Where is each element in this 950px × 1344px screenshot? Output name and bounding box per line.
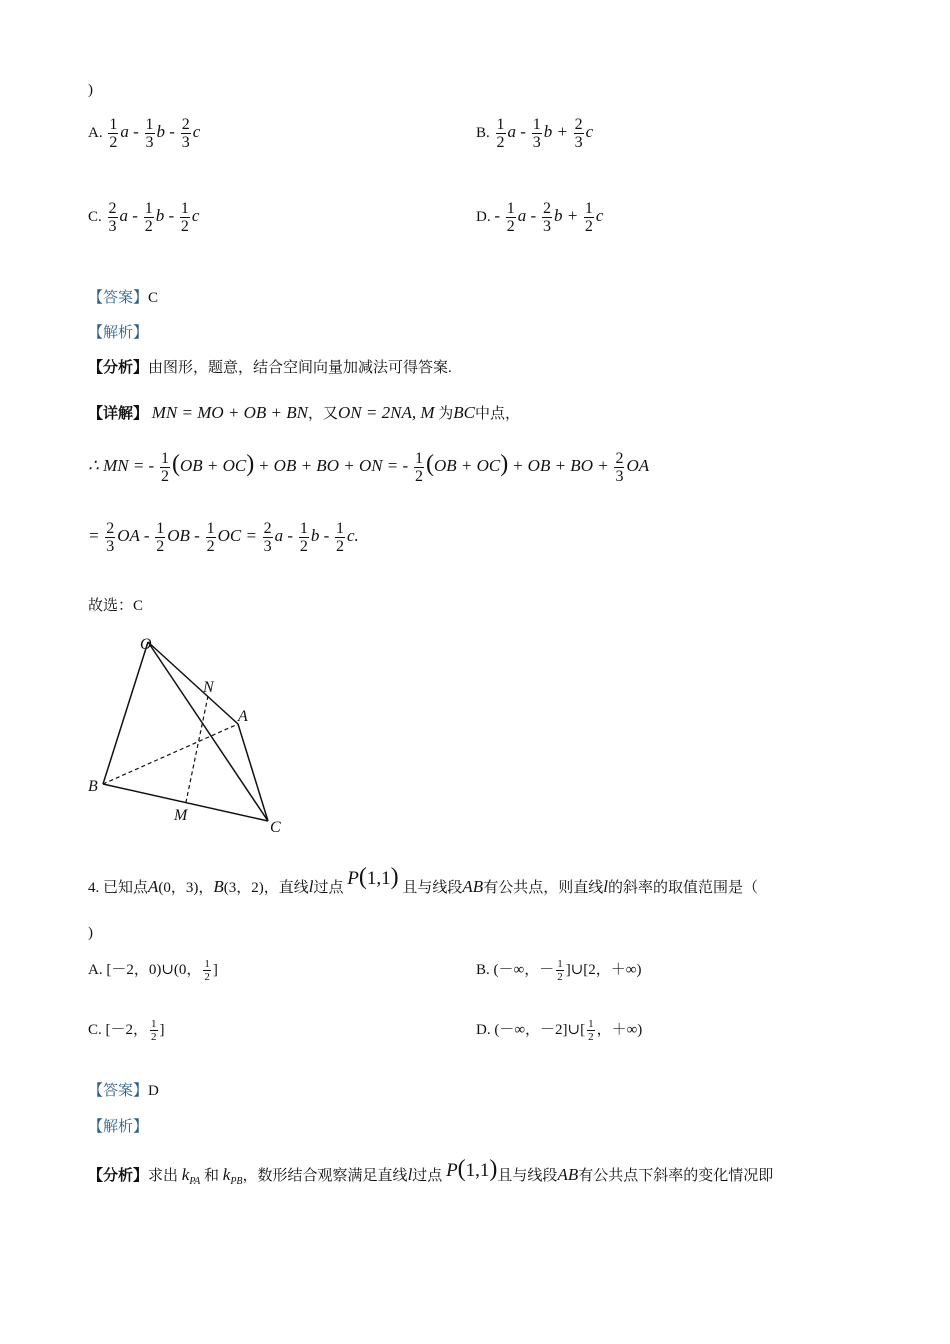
option-label: C.	[88, 208, 102, 225]
q4-option-d[interactable]: D. (－∞，－2]∪[ $\frac{1}{2}$ ，＋∞)	[476, 1018, 643, 1044]
option-label: B.	[476, 124, 490, 141]
option-label: D.	[476, 208, 491, 225]
q4-stem-close-paren: )	[88, 925, 93, 941]
edge-ab-hidden	[103, 724, 238, 784]
q3-xiangjie-line2: ∴ MN = - $\frac{1}{2}$ (OB + OC) + OB + BO + ON = - $\frac{1}{2}$ (OB + OC) + OB + BO + $\frac{2}{3}$ OA	[88, 450, 650, 485]
q4-option-a[interactable]: A. [－2，0)∪(0， $\frac{1}{2}$ ]	[88, 958, 218, 984]
segment-mn-hidden	[186, 696, 208, 802]
q3-option-c[interactable]: C. $\frac{2}{3}$ a - $\frac{1}{2}$ b - $\frac{1}{2}$ c	[88, 200, 200, 235]
q3-option-a[interactable]: A. $\frac{1}{2}$ a - $\frac{1}{3}$ b - $\frac{2}{3}$ c	[88, 116, 201, 151]
label-c: C	[270, 819, 281, 836]
edge-ob	[103, 642, 148, 784]
fenxi-tag: 【分析】	[88, 360, 149, 376]
label-n: N	[203, 679, 214, 696]
label-a: A	[238, 708, 248, 725]
answer-value: C	[148, 290, 159, 306]
label-b: B	[88, 778, 98, 795]
tetrahedron-figure	[80, 628, 300, 843]
q4-answer	[88, 1079, 159, 1100]
q3-fenxi: 【分析】由图形，题意，结合空间向量加减法可得答案.	[88, 360, 452, 376]
q4-option-c[interactable]: C. [－2， $\frac{1}{2}$ ]	[88, 1018, 165, 1044]
label-m: M	[174, 807, 188, 824]
q4-stem: 4. 已知点A(0，3)，B(3，2)，直线l过点 P(1,1) 且与线段AB有公共点，则直线l的斜率的取值范围是（	[88, 864, 758, 896]
label-o: O	[140, 636, 152, 653]
edge-ac	[238, 724, 268, 821]
answer-value: D	[148, 1083, 159, 1099]
q3-answer	[88, 286, 158, 307]
q3-stem-close-paren: )	[88, 82, 93, 98]
option-label: A.	[88, 124, 103, 141]
xiangjie-tag: 【详解】	[88, 406, 149, 422]
q3-xiangjie-line3: = $\frac{2}{3}$ OA - $\frac{1}{2}$ OB - $\frac{1}{2}$ OC = $\frac{2}{3}$ a - $\frac{1}{2}$ b - $\frac{1}{2}$ c.	[88, 520, 359, 555]
edge-oc	[148, 642, 268, 821]
q3-option-b[interactable]: B. $\frac{1}{2}$ a - $\frac{1}{3}$ b + $\frac{2}{3}$ c	[476, 116, 594, 151]
q3-guxuan: 故选：C	[88, 598, 144, 614]
q3-xiangjie-line1: 【详解】 MN = MO + OB + BN，又ON = 2NA, M 为BC中点，	[88, 403, 521, 422]
q4-analysis-tag: 【解析】	[88, 1119, 149, 1135]
q3-option-d[interactable]: D. - $\frac{1}{2}$ a - $\frac{2}{3}$ b + $\frac{1}{2}$ c	[476, 200, 604, 235]
answer-tag: 【答案】	[88, 290, 149, 306]
edge-oa	[148, 642, 238, 724]
q4-option-b[interactable]: B. (－∞，－ $\frac{1}{2}$ ]∪[2，＋∞)	[476, 958, 642, 984]
q4-fenxi: 【分析】求出 $k_{PA}$ 和 $k_{PB}$，数形结合观察满足直线l过点 P(1,1)且与线段AB有公共点下斜率的变化情况即	[88, 1156, 774, 1187]
answer-tag: 【答案】	[88, 1083, 149, 1099]
fenxi-tag: 【分析】	[88, 1168, 149, 1184]
q3-analysis-tag: 【解析】	[88, 325, 149, 341]
